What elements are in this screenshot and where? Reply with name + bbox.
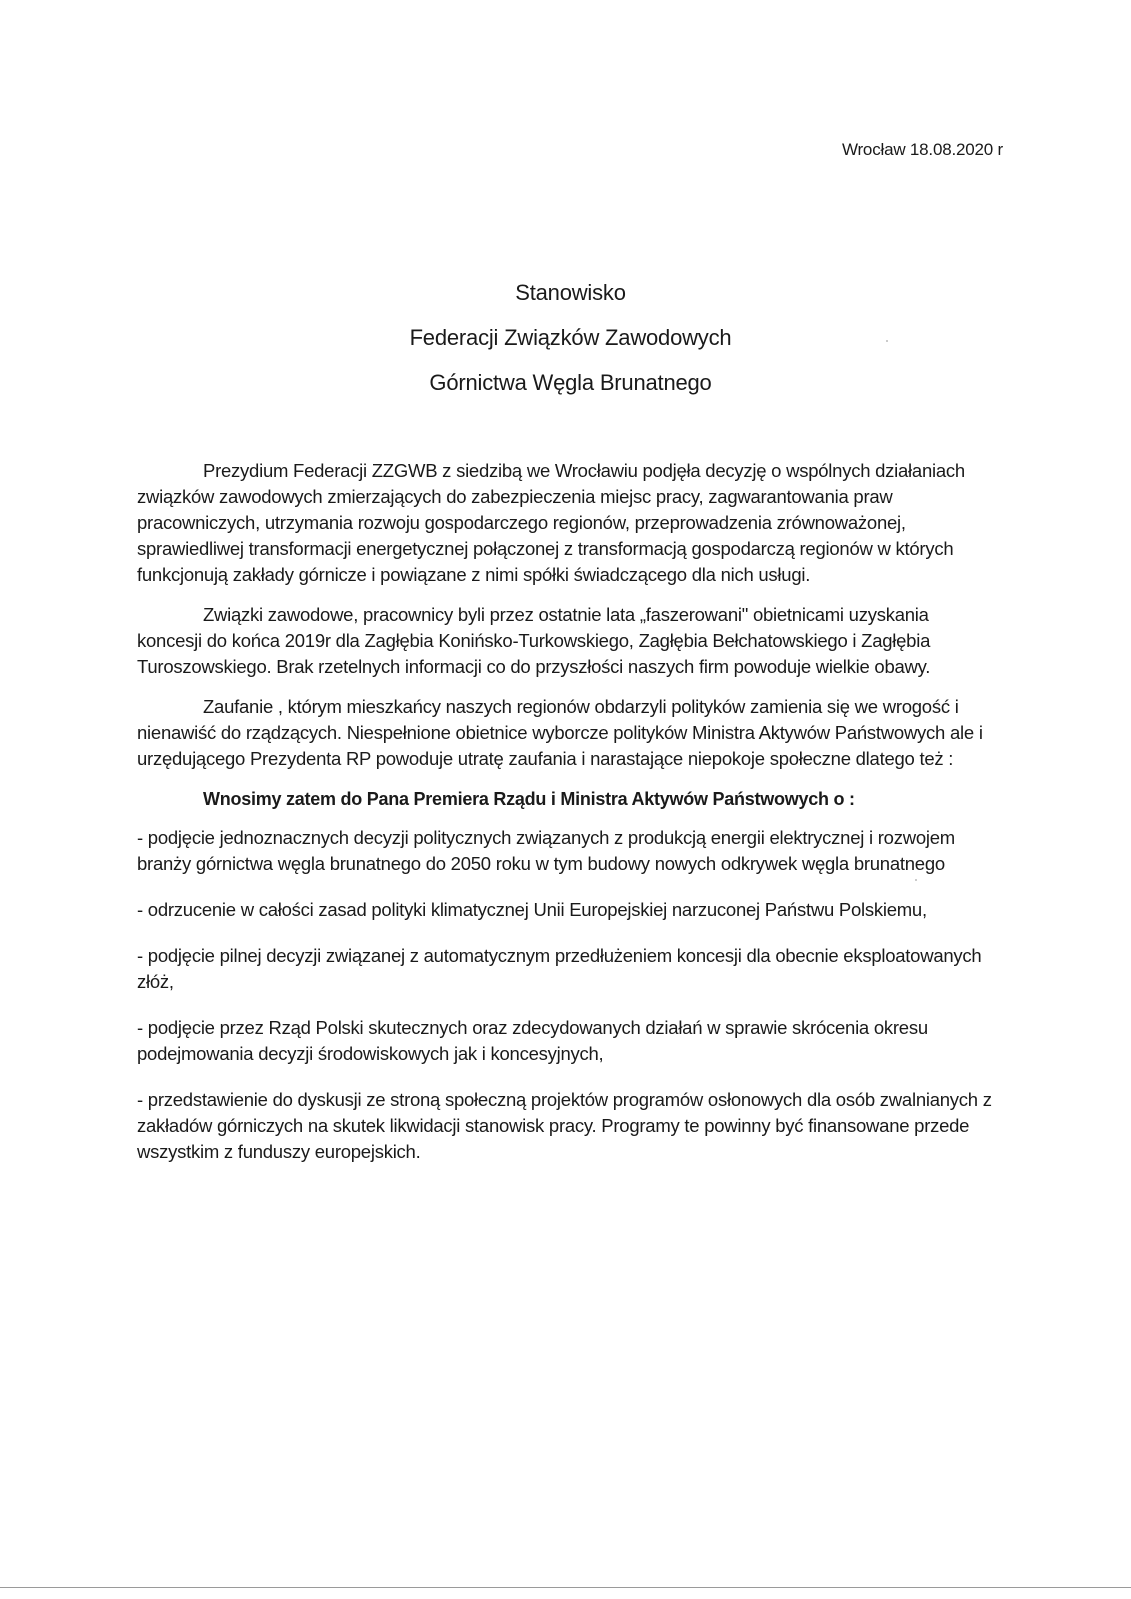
document-body (137, 458, 997, 1185)
scan-edge-line (0, 1587, 1131, 1588)
paragraph: Zaufanie , którym mieszkańcy naszych regionów obdarzyli polityków zamienia się we wrogość i nienawiść do rządzących. Niespełnione obietnice wyborcze polityków Ministra Aktywów Państwowych ale i urzędującego Prezydenta RP powoduje utratę zaufania i narastające niepokoje społeczne dlatego też : (137, 696, 983, 769)
demand-item: - podjęcie przez Rząd Polski skutecznych oraz zdecydowanych działań w sprawie skrócenia okresu podejmowania decyzji środowiskowych jak i koncesyjnych, (137, 1017, 928, 1064)
demand-item: - podjęcie pilnej decyzji związanej z automatycznym przedłużeniem koncesji dla obecnie eksploatowanych złóż, (137, 945, 982, 992)
heading-line-3: Górnictwa Węgla Brunatnego (429, 370, 712, 395)
scan-speck (886, 340, 888, 342)
heading-line-1: Stanowisko (515, 280, 626, 305)
document-date: Wrocław 18.08.2020 r (841, 140, 1003, 159)
demand-item: - podjęcie jednoznacznych decyzji politycznych związanych z produkcją energii elektrycznej i rozwojem branży górnictwa węgla brunatnego do 2050 roku w tym budowy nowych odkrywek węgla brunatnego (137, 827, 955, 874)
demand-heading: Wnosimy zatem do Pana Premiera Rządu i Ministra Aktywów Państwowych o : (203, 789, 855, 809)
paragraph: Związki zawodowe, pracownicy byli przez ostatnie lata „faszerowani" obietnicami uzyskania koncesji do końca 2019r dla Zagłębia Konińsko-Turkowskiego, Zagłębia Bełchatowskiego i Zagłębia Turoszowskiego. Brak rzetelnych informacji co do przyszłości naszych firm powoduje wielkie obawy. (137, 604, 931, 677)
heading-line-2: Federacji Związków Zawodowych (409, 325, 732, 350)
document-heading (0, 270, 1131, 405)
paragraph: Prezydium Federacji ZZGWB z siedzibą we Wrocławiu podjęła decyzję o wspólnych działaniach związków zawodowych zmierzających do zabezpieczenia miejsc pracy, zagwarantowania praw pracowniczych, utrzymania rozwoju gospodarczego regionów, przeprowadzenia zrównoważonej, sprawiedliwej transformacji energetycznej połączonej z transformacją gospodarczą regionów w których funkcjonują zakłady górnicze i powiązane z nimi spółki świadczącego dla nich usługi. (137, 460, 965, 585)
demand-item: - przedstawienie do dyskusji ze stroną społeczną projektów programów osłonowych dla osób zwalnianych z zakładów górniczych na skutek likwidacji stanowisk pracy. Programy te powinny być finansowane przede wszystkim z funduszy europejskich. (137, 1089, 992, 1162)
scan-speck (915, 879, 917, 881)
demand-item: - odrzucenie w całości zasad polityki klimatycznej Unii Europejskiej narzuconej Państwu Polskiemu, (137, 899, 927, 920)
